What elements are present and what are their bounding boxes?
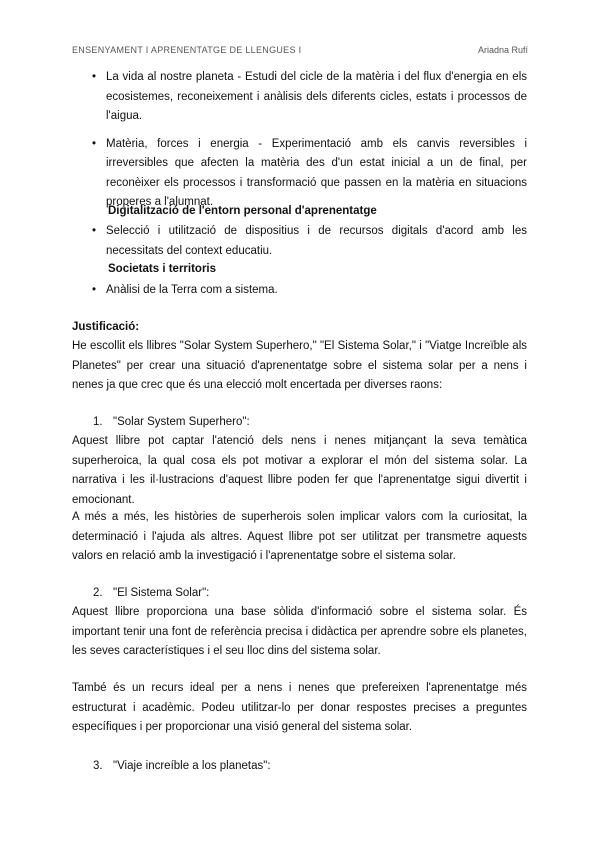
item-number: 1.: [93, 416, 103, 428]
bullet-icon: •: [92, 71, 97, 83]
page-header: [72, 45, 528, 59]
subheading-digitalitzacio: Digitalització de l'entorn personal d'aprenentatge: [108, 205, 377, 217]
bullet-text: Anàlisi de la Terra com a sistema.: [106, 284, 278, 296]
subheading-societats: Societats i territoris: [108, 263, 217, 275]
list-item: [92, 68, 527, 127]
bullet-list-digital: [92, 222, 527, 261]
item-number: 3.: [93, 760, 103, 772]
bullet-list-society: [92, 281, 527, 301]
numbered-item-2: [93, 584, 209, 604]
item-2-paragraph-2: També és un recurs ideal per a nens i nenes que prefereixen l'aprenentatge més estructurat i acadèmic. Podeu utilitzar-lo per donar respostes precises a preguntes específiques i per proporcionar una visió general del sistema solar.: [72, 682, 527, 733]
item-title: "El Sistema Solar":: [113, 587, 210, 599]
bullet-icon: •: [92, 284, 97, 296]
item-title: "Viaje increíble a los planetas":: [113, 760, 271, 772]
bullet-text: La vida al nostre planeta - Estudi del cicle de la matèria i del flux d'energia en els ecosistemes, reconeixement i anàlisis dels diferents cicles, estats i processos de l'aigua.: [106, 71, 527, 122]
header-course-title: ENSENYAMENT I APRENENTATGE DE LLENGUES I: [72, 45, 302, 55]
numbered-item-3: [93, 757, 271, 777]
item-1-paragraph-2: A més a més, les històries de superherois solen implicar valors com la curiositat, la determinació i l'ajuda als altres. Aquest llibre pot ser utilitzat per transmetre aquests valors en relació amb la investigació i l'aprenentatge sobre el sistema solar.: [72, 511, 527, 562]
bullet-icon: •: [92, 225, 97, 237]
bullet-list-top: [92, 68, 527, 213]
item-number: 2.: [93, 587, 103, 599]
bullet-text: Matèria, forces i energia - Experimentació amb els canvis reversibles i irreversibles que afecten la matèria des d'un estat inicial a un de final, per reconèixer els processos i transformació que passen en la matèria en situacions properes a l'alumnat.: [106, 137, 527, 208]
justification-title: Justificació:: [72, 321, 140, 333]
justification-intro: He escollit els llibres "Solar System Superhero," "El Sistema Solar," i "Viatge Increïble als Planetes" per crear una situació d'aprenentatge sobre el sistema solar per a nens i nenes ja que crec que és una elecció molt encertada per diverses raons:: [72, 340, 527, 391]
bullet-icon: •: [92, 137, 97, 150]
item-2-paragraph-1: Aquest llibre proporciona una base sòlida d'informació sobre el sistema solar. És important tenir una font de referència precisa i didàctica per aprendre sobre els planetes, les seves característiques i el seu lloc dins del sistema solar.: [72, 606, 527, 657]
bullet-text: Selecció i utilització de dispositius i de recursos digitals d'acord amb les necessitats del context educatiu.: [106, 225, 527, 257]
list-item: [92, 222, 527, 261]
numbered-item-1: [93, 413, 250, 433]
item-title: "Solar System Superhero":: [113, 416, 250, 428]
header-author: Ariadna Rufí: [477, 45, 528, 55]
list-item: [92, 135, 527, 213]
list-item: [92, 281, 527, 301]
item-1-paragraph-1: Aquest llibre pot captar l'atenció dels nens i nenes mitjançant la seva temàtica superheroica, la qual cosa els pot motivar a explorar el món del sistema solar. La narrativa i les il·lustracions d'aquest llibre poden fer que l'aprenentatge sigui divertit i emocionant.: [72, 435, 527, 506]
